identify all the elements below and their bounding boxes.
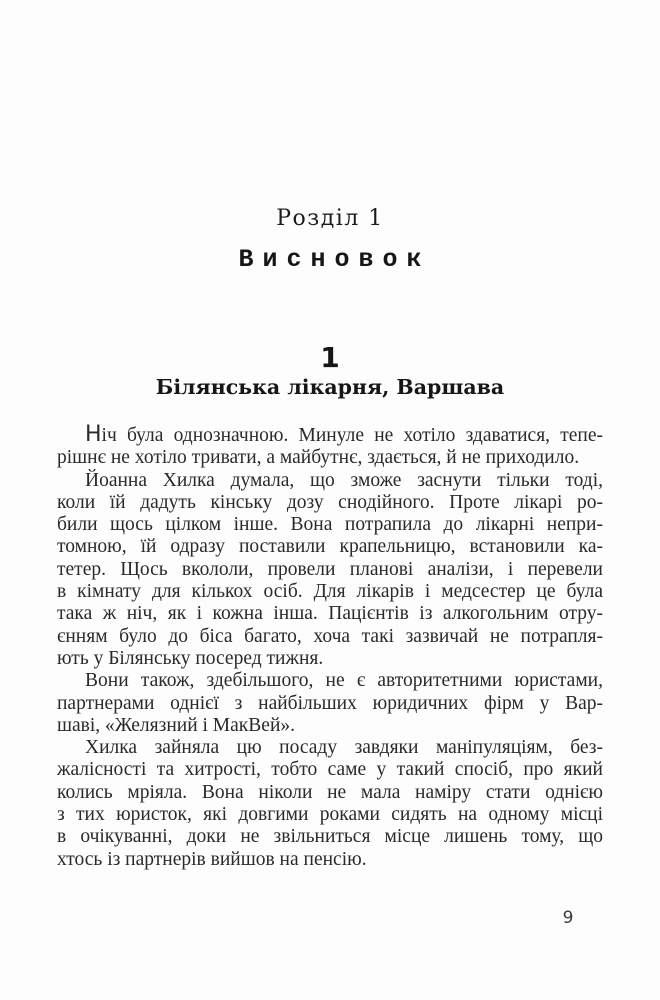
body-line: хтось із партнерів вийшов на пенсію. (57, 848, 367, 870)
body-line: Хилка зайняла цю посаду завдяки маніпуляціям, без- (85, 737, 603, 759)
body-line: ють у Білянську посеред тижня. (57, 647, 324, 669)
body-line: Йоанна Хилка думала, що зможе заснути тільки тоді, (85, 469, 603, 491)
body-line: в очікуванні, доки не звільниться місце лишень тому, що (57, 826, 603, 848)
chapter-title: Висновок (238, 245, 431, 274)
paragraph (57, 470, 603, 671)
drop-cap-initial: Н (85, 422, 102, 447)
body-line: колись мріяла. Вона ніколи не мала наміру стати однією (57, 781, 603, 803)
body-line: тетер. Щось вкололи, провели планові аналізи, і перевели (57, 558, 603, 580)
body-line: єнням було до біса багато, хоча такі зазвичай не потрапля- (57, 625, 603, 647)
body-line: жалісності та хитрості, тобто саме у такий спосіб, про який (57, 759, 603, 781)
body-line: томною, їй одразу поставили крапельницю, встановили ка- (57, 536, 603, 558)
chapter-label: Розділ 1 (276, 206, 384, 231)
body-text (57, 424, 603, 871)
paragraph (57, 424, 603, 470)
paragraph (57, 670, 603, 737)
body-line: били щось цілком інше. Вона потрапила до лікарні непри- (57, 514, 603, 536)
paragraph (57, 737, 603, 871)
body-line: з тих юристок, які довгими роками сидять на одному місці (57, 804, 603, 826)
section-title: Білянська лікарня, Варшава (155, 375, 505, 399)
body-line: рішнє не хотіло тривати, а майбутнє, здається, й не приходило. (57, 447, 580, 469)
body-line: шаві, «Желязний і МакВей». (57, 714, 295, 736)
page-number: 9 (562, 908, 574, 928)
body-line: в кімнату для кількох осіб. Для лікарів і медсестер це була (57, 581, 603, 603)
body-line: партнерами однієї з найбільших юридичних фірм у Вар- (57, 692, 603, 714)
body-line: Ніч була однозначною. Минуле не хотіло здаватися, тепе- (85, 422, 603, 447)
section-number: 1 (320, 341, 340, 374)
body-line: Вони також, здебільшого, не є авторитетними юристами, (85, 670, 603, 692)
body-line: коли їй дадуть кінську дозу снодійного. Проте лікарі ро- (57, 491, 603, 513)
body-line: така ж ніч, як і кожна інша. Пацієнтів із алкогольним отру- (57, 603, 603, 625)
